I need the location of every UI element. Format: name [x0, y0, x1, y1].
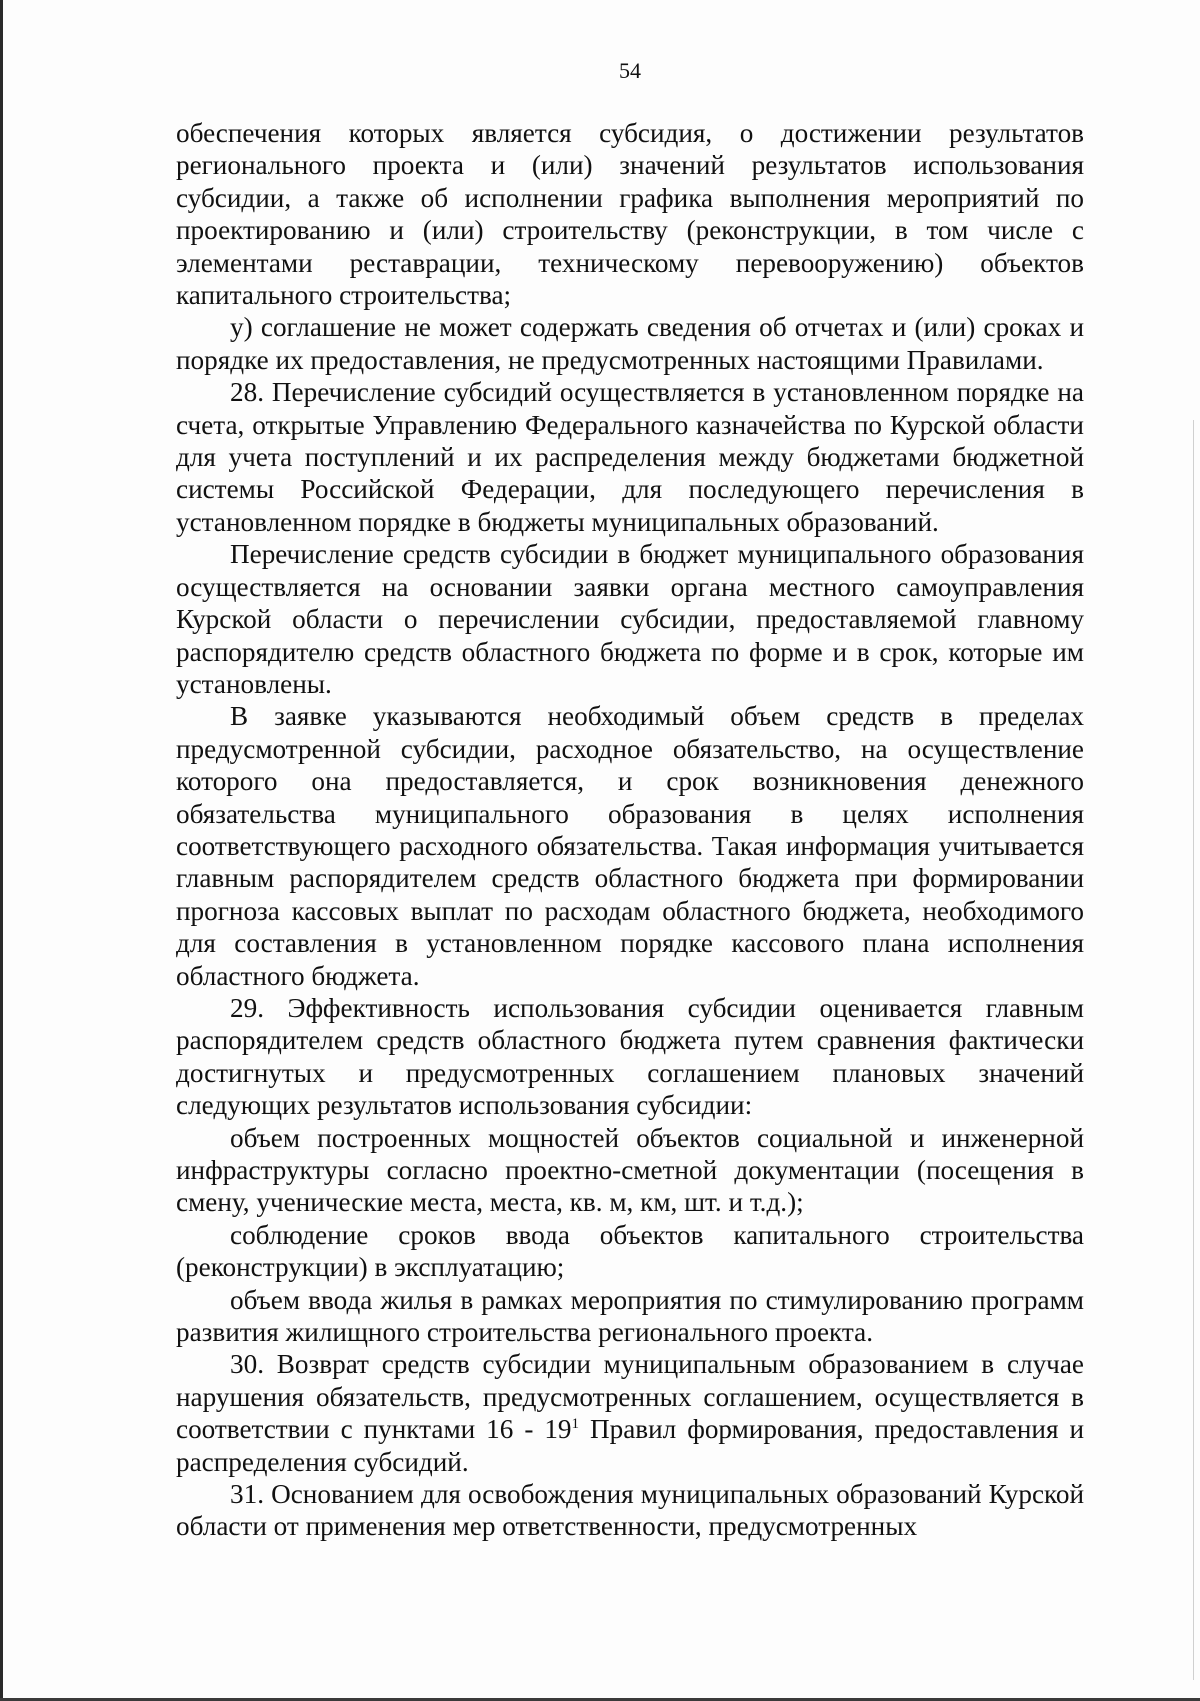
paragraph-item-u: у) соглашение не может содержать сведения об отчетах и (или) сроках и порядке их предоставления, не предусмотренных настоящими Правилами.	[176, 312, 1084, 375]
paragraph-continuation: обеспечения которых является субсидия, о достижении результатов регионального проекта и (или) значений результатов использования субсидии, а также об исполнении графика выполнения мероприятий по проектированию и (или) строительству (реконструкции, в том числе с элементами реставрации, техническому перевооружению) объектов капитального строительства;	[176, 118, 1084, 311]
scan-edge-right	[1193, 420, 1194, 1680]
paragraph-30	[176, 1348, 1084, 1478]
paragraph-29: 29. Эффективность использования субсидии оценивается главным распорядителем средств областного бюджета путем сравнения фактически достигнутых и предусмотренных соглашением плановых значений следующих результатов использования субсидии:	[176, 992, 1084, 1121]
paragraph-31: 31. Основанием для освобождения муниципальных образований Курской области от применения мер ответственности, предусмотренных	[176, 1479, 1084, 1542]
scan-edge-left	[0, 0, 3, 1701]
paragraph-result-deadlines: соблюдение сроков ввода объектов капитального строительства (реконструкции) в эксплуатацию;	[176, 1219, 1084, 1283]
page-number: 54	[619, 58, 641, 83]
document-body	[176, 117, 1084, 1543]
paragraph-request: В заявке указываются необходимый объем средств в пределах предусмотренной субсидии, расходное обязательство, на осуществление которого она предоставляется, и срок возникновения денежного обязательства муниципального образования в целях исполнения соответствующего расходного обязательства. Такая информация учитывается главным распорядителем средств областного бюджета при формировании прогноза кассовых выплат по расходам областного бюджета, необходимого для составления в установленном порядке кассового плана исполнения областного бюджета.	[176, 701, 1084, 991]
paragraph-30-text-end: Правил формирования, предоставления и распределения субсидий.	[176, 1414, 1084, 1477]
superscript-1: 1	[571, 1416, 580, 1433]
paragraph-28: 28. Перечисление субсидий осуществляется в установленном порядке на счета, открытые Управлению Федерального казначейства по Курской области для учета поступлений и их распределения между бюджетами бюджетной системы Российской Федерации, для последующего перечисления в установленном порядке в бюджеты муниципальных образований.	[176, 377, 1084, 537]
paragraph-transfer: Перечисление средств субсидии в бюджет муниципального образования осуществляется на основании заявки органа местного самоуправления Курской области о перечислении субсидии, предоставляемой главному распорядителю средств областного бюджета по форме и в срок, которые им установлены.	[176, 539, 1084, 699]
paragraph-result-capacity: объем построенных мощностей объектов социальной и инженерной инфраструктуры согласно проектно-сметной документации (посещения в смену, ученические места, места, кв. м, км, шт. и т.д.);	[176, 1122, 1084, 1218]
paragraph-result-housing: объем ввода жилья в рамках мероприятия по стимулированию программ развития жилищного строительства регионального проекта.	[176, 1284, 1084, 1348]
paragraph-30-text: 30. Возврат средств субсидии муниципальным образованием в случае нарушения обязательств, предусмотренных соглашением, осуществляется в соответствии с пунктами 16 - 19	[176, 1349, 1084, 1445]
